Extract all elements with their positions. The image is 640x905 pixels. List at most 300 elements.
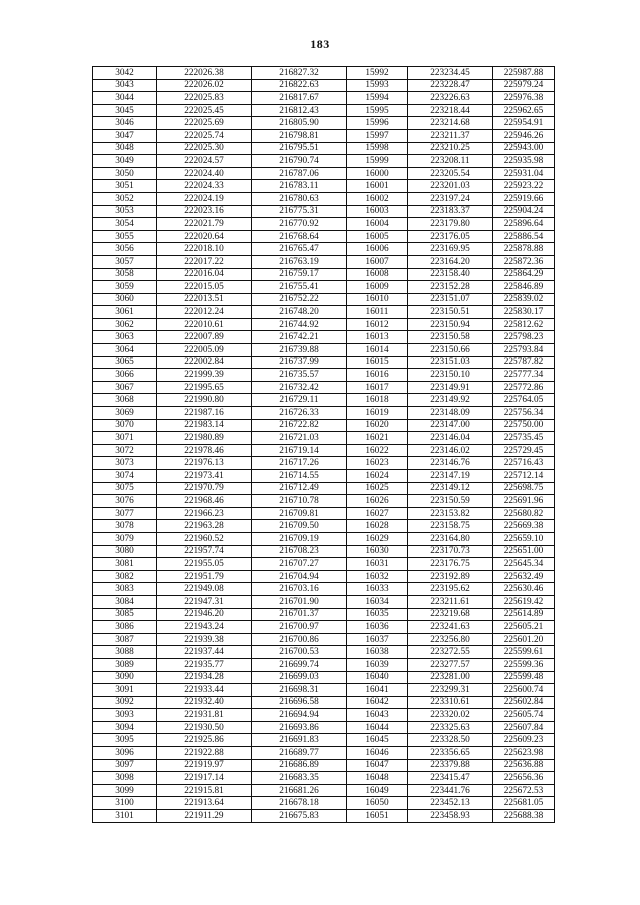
x-coordinate-b-cell: 223149.91 [408, 381, 493, 394]
coordinates-table-body [93, 67, 555, 823]
y-coordinate-a-cell: 216693.86 [252, 721, 347, 734]
y-coordinate-a-cell: 216703.16 [252, 583, 347, 596]
point-number-b-cell: 15993 [347, 79, 408, 92]
table-row [93, 192, 555, 205]
y-coordinate-b-cell: 225935.98 [493, 155, 555, 168]
table-row [93, 344, 555, 357]
table-row [93, 281, 555, 294]
x-coordinate-b-cell: 223146.04 [408, 432, 493, 445]
table-row [93, 608, 555, 621]
y-coordinate-b-cell: 225839.02 [493, 293, 555, 306]
x-coordinate-b-cell: 223149.12 [408, 482, 493, 495]
x-coordinate-a-cell: 221963.28 [157, 520, 252, 533]
point-number-a-cell: 3054 [93, 218, 157, 231]
point-number-b-cell: 16030 [347, 545, 408, 558]
point-number-a-cell: 3059 [93, 281, 157, 294]
y-coordinate-a-cell: 216812.43 [252, 104, 347, 117]
point-number-a-cell: 3087 [93, 633, 157, 646]
x-coordinate-a-cell: 221999.39 [157, 369, 252, 382]
y-coordinate-a-cell: 216700.53 [252, 646, 347, 659]
x-coordinate-b-cell: 223272.55 [408, 646, 493, 659]
x-coordinate-b-cell: 223201.03 [408, 180, 493, 193]
point-number-b-cell: 16015 [347, 356, 408, 369]
y-coordinate-a-cell: 216683.35 [252, 772, 347, 785]
x-coordinate-a-cell: 221978.46 [157, 444, 252, 457]
y-coordinate-b-cell: 225846.89 [493, 281, 555, 294]
point-number-b-cell: 16026 [347, 495, 408, 508]
y-coordinate-b-cell: 225681.05 [493, 797, 555, 810]
point-number-b-cell: 16039 [347, 658, 408, 671]
point-number-a-cell: 3061 [93, 306, 157, 319]
point-number-a-cell: 3073 [93, 457, 157, 470]
y-coordinate-b-cell: 225943.00 [493, 142, 555, 155]
point-number-b-cell: 16012 [347, 318, 408, 331]
x-coordinate-a-cell: 222024.57 [157, 155, 252, 168]
point-number-a-cell: 3082 [93, 570, 157, 583]
point-number-b-cell: 15999 [347, 155, 408, 168]
y-coordinate-a-cell: 216775.31 [252, 205, 347, 218]
x-coordinate-a-cell: 221983.14 [157, 419, 252, 432]
table-row [93, 570, 555, 583]
x-coordinate-b-cell: 223299.31 [408, 684, 493, 697]
table-row [93, 633, 555, 646]
table-row [93, 658, 555, 671]
point-number-b-cell: 16024 [347, 470, 408, 483]
x-coordinate-b-cell: 223356.65 [408, 747, 493, 760]
point-number-b-cell: 16017 [347, 381, 408, 394]
point-number-b-cell: 16040 [347, 671, 408, 684]
point-number-b-cell: 16010 [347, 293, 408, 306]
y-coordinate-b-cell: 225987.88 [493, 67, 555, 80]
x-coordinate-b-cell: 223320.02 [408, 709, 493, 722]
table-row [93, 595, 555, 608]
point-number-a-cell: 3067 [93, 381, 157, 394]
table-row [93, 784, 555, 797]
point-number-b-cell: 16043 [347, 709, 408, 722]
x-coordinate-b-cell: 223195.62 [408, 583, 493, 596]
x-coordinate-a-cell: 221946.20 [157, 608, 252, 621]
table-row [93, 684, 555, 697]
point-number-a-cell: 3065 [93, 356, 157, 369]
x-coordinate-a-cell: 221973.41 [157, 470, 252, 483]
y-coordinate-a-cell: 216752.22 [252, 293, 347, 306]
point-number-a-cell: 3094 [93, 721, 157, 734]
point-number-b-cell: 15997 [347, 129, 408, 142]
x-coordinate-b-cell: 223150.59 [408, 495, 493, 508]
y-coordinate-a-cell: 216768.64 [252, 230, 347, 243]
x-coordinate-a-cell: 221911.29 [157, 810, 252, 823]
x-coordinate-a-cell: 221955.05 [157, 558, 252, 571]
table-row [93, 306, 555, 319]
point-number-b-cell: 16044 [347, 721, 408, 734]
point-number-b-cell: 15998 [347, 142, 408, 155]
x-coordinate-b-cell: 223149.92 [408, 394, 493, 407]
point-number-b-cell: 16041 [347, 684, 408, 697]
table-row [93, 268, 555, 281]
y-coordinate-b-cell: 225623.98 [493, 747, 555, 760]
y-coordinate-b-cell: 225659.10 [493, 532, 555, 545]
point-number-b-cell: 16014 [347, 344, 408, 357]
point-number-b-cell: 16009 [347, 281, 408, 294]
y-coordinate-b-cell: 225946.26 [493, 129, 555, 142]
x-coordinate-b-cell: 223211.37 [408, 129, 493, 142]
point-number-a-cell: 3091 [93, 684, 157, 697]
x-coordinate-a-cell: 221951.79 [157, 570, 252, 583]
y-coordinate-b-cell: 225886.54 [493, 230, 555, 243]
point-number-b-cell: 16047 [347, 759, 408, 772]
point-number-a-cell: 3060 [93, 293, 157, 306]
y-coordinate-a-cell: 216707.27 [252, 558, 347, 571]
x-coordinate-a-cell: 221957.74 [157, 545, 252, 558]
table-row [93, 532, 555, 545]
x-coordinate-b-cell: 223218.44 [408, 104, 493, 117]
point-number-b-cell: 16006 [347, 243, 408, 256]
table-row [93, 419, 555, 432]
y-coordinate-b-cell: 225904.24 [493, 205, 555, 218]
y-coordinate-a-cell: 216701.37 [252, 608, 347, 621]
point-number-a-cell: 3049 [93, 155, 157, 168]
x-coordinate-a-cell: 222005.09 [157, 344, 252, 357]
point-number-b-cell: 16013 [347, 331, 408, 344]
table-row [93, 129, 555, 142]
point-number-b-cell: 16020 [347, 419, 408, 432]
point-number-a-cell: 3099 [93, 784, 157, 797]
table-row [93, 721, 555, 734]
x-coordinate-b-cell: 223226.63 [408, 92, 493, 105]
table-row [93, 797, 555, 810]
point-number-b-cell: 16023 [347, 457, 408, 470]
point-number-b-cell: 16000 [347, 167, 408, 180]
y-coordinate-a-cell: 216759.17 [252, 268, 347, 281]
x-coordinate-b-cell: 223150.10 [408, 369, 493, 382]
y-coordinate-b-cell: 225830.17 [493, 306, 555, 319]
x-coordinate-a-cell: 221917.14 [157, 772, 252, 785]
point-number-b-cell: 16001 [347, 180, 408, 193]
x-coordinate-a-cell: 221932.40 [157, 696, 252, 709]
table-row [93, 696, 555, 709]
table-row [93, 457, 555, 470]
x-coordinate-a-cell: 221930.50 [157, 721, 252, 734]
x-coordinate-b-cell: 223228.47 [408, 79, 493, 92]
point-number-b-cell: 16036 [347, 621, 408, 634]
point-number-b-cell: 16007 [347, 255, 408, 268]
point-number-a-cell: 3071 [93, 432, 157, 445]
x-coordinate-b-cell: 223208.11 [408, 155, 493, 168]
y-coordinate-a-cell: 216709.19 [252, 532, 347, 545]
x-coordinate-b-cell: 223210.25 [408, 142, 493, 155]
y-coordinate-a-cell: 216678.18 [252, 797, 347, 810]
table-row [93, 470, 555, 483]
x-coordinate-a-cell: 222024.19 [157, 192, 252, 205]
point-number-b-cell: 16038 [347, 646, 408, 659]
x-coordinate-a-cell: 222025.69 [157, 117, 252, 130]
point-number-b-cell: 16049 [347, 784, 408, 797]
table-row [93, 671, 555, 684]
y-coordinate-b-cell: 225605.21 [493, 621, 555, 634]
x-coordinate-b-cell: 223325.63 [408, 721, 493, 734]
x-coordinate-b-cell: 223148.09 [408, 407, 493, 420]
y-coordinate-b-cell: 225878.88 [493, 243, 555, 256]
x-coordinate-a-cell: 221987.16 [157, 407, 252, 420]
x-coordinate-b-cell: 223150.66 [408, 344, 493, 357]
y-coordinate-a-cell: 216719.14 [252, 444, 347, 457]
table-row [93, 92, 555, 105]
x-coordinate-a-cell: 222026.38 [157, 67, 252, 80]
point-number-a-cell: 3063 [93, 331, 157, 344]
y-coordinate-a-cell: 216770.92 [252, 218, 347, 231]
point-number-b-cell: 16019 [347, 407, 408, 420]
x-coordinate-b-cell: 223256.80 [408, 633, 493, 646]
x-coordinate-b-cell: 223183.37 [408, 205, 493, 218]
table-row [93, 117, 555, 130]
point-number-a-cell: 3043 [93, 79, 157, 92]
y-coordinate-a-cell: 216729.11 [252, 394, 347, 407]
x-coordinate-b-cell: 223151.07 [408, 293, 493, 306]
table-row [93, 142, 555, 155]
y-coordinate-a-cell: 216689.77 [252, 747, 347, 760]
y-coordinate-b-cell: 225735.45 [493, 432, 555, 445]
y-coordinate-b-cell: 225756.34 [493, 407, 555, 420]
y-coordinate-a-cell: 216765.47 [252, 243, 347, 256]
y-coordinate-b-cell: 225619.42 [493, 595, 555, 608]
y-coordinate-a-cell: 216721.03 [252, 432, 347, 445]
x-coordinate-b-cell: 223234.45 [408, 67, 493, 80]
point-number-b-cell: 16034 [347, 595, 408, 608]
table-row [93, 293, 555, 306]
point-number-a-cell: 3101 [93, 810, 157, 823]
y-coordinate-a-cell: 216817.67 [252, 92, 347, 105]
x-coordinate-b-cell: 223441.76 [408, 784, 493, 797]
table-row [93, 369, 555, 382]
y-coordinate-b-cell: 225609.23 [493, 734, 555, 747]
table-row [93, 255, 555, 268]
y-coordinate-a-cell: 216709.50 [252, 520, 347, 533]
point-number-b-cell: 16032 [347, 570, 408, 583]
point-number-b-cell: 16008 [347, 268, 408, 281]
y-coordinate-a-cell: 216686.89 [252, 759, 347, 772]
point-number-a-cell: 3074 [93, 470, 157, 483]
y-coordinate-a-cell: 216700.86 [252, 633, 347, 646]
y-coordinate-a-cell: 216699.03 [252, 671, 347, 684]
x-coordinate-a-cell: 222021.79 [157, 218, 252, 231]
y-coordinate-b-cell: 225954.91 [493, 117, 555, 130]
x-coordinate-a-cell: 222025.30 [157, 142, 252, 155]
point-number-b-cell: 15995 [347, 104, 408, 117]
table-row [93, 482, 555, 495]
point-number-a-cell: 3042 [93, 67, 157, 80]
point-number-a-cell: 3095 [93, 734, 157, 747]
table-row [93, 709, 555, 722]
y-coordinate-b-cell: 225962.65 [493, 104, 555, 117]
point-number-a-cell: 3076 [93, 495, 157, 508]
y-coordinate-a-cell: 216710.78 [252, 495, 347, 508]
x-coordinate-b-cell: 223164.20 [408, 255, 493, 268]
y-coordinate-a-cell: 216790.74 [252, 155, 347, 168]
x-coordinate-b-cell: 223211.61 [408, 595, 493, 608]
point-number-a-cell: 3057 [93, 255, 157, 268]
x-coordinate-b-cell: 223192.89 [408, 570, 493, 583]
table-row [93, 381, 555, 394]
point-number-b-cell: 15992 [347, 67, 408, 80]
point-number-a-cell: 3100 [93, 797, 157, 810]
x-coordinate-b-cell: 223277.57 [408, 658, 493, 671]
table-row [93, 545, 555, 558]
y-coordinate-a-cell: 216827.32 [252, 67, 347, 80]
point-number-a-cell: 3053 [93, 205, 157, 218]
y-coordinate-b-cell: 225599.48 [493, 671, 555, 684]
table-row [93, 583, 555, 596]
y-coordinate-a-cell: 216798.81 [252, 129, 347, 142]
point-number-b-cell: 16045 [347, 734, 408, 747]
y-coordinate-a-cell: 216783.11 [252, 180, 347, 193]
y-coordinate-b-cell: 225669.38 [493, 520, 555, 533]
point-number-a-cell: 3097 [93, 759, 157, 772]
x-coordinate-b-cell: 223146.02 [408, 444, 493, 457]
x-coordinate-a-cell: 221966.23 [157, 507, 252, 520]
table-row [93, 558, 555, 571]
x-coordinate-a-cell: 222002.84 [157, 356, 252, 369]
point-number-a-cell: 3056 [93, 243, 157, 256]
x-coordinate-b-cell: 223150.94 [408, 318, 493, 331]
x-coordinate-a-cell: 221960.52 [157, 532, 252, 545]
point-number-a-cell: 3047 [93, 129, 157, 142]
y-coordinate-a-cell: 216714.55 [252, 470, 347, 483]
x-coordinate-a-cell: 221980.89 [157, 432, 252, 445]
y-coordinate-b-cell: 225716.43 [493, 457, 555, 470]
point-number-b-cell: 16051 [347, 810, 408, 823]
y-coordinate-b-cell: 225602.84 [493, 696, 555, 709]
point-number-a-cell: 3081 [93, 558, 157, 571]
table-row [93, 507, 555, 520]
y-coordinate-b-cell: 225772.86 [493, 381, 555, 394]
y-coordinate-a-cell: 216691.83 [252, 734, 347, 747]
point-number-a-cell: 3077 [93, 507, 157, 520]
point-number-b-cell: 16021 [347, 432, 408, 445]
table-row [93, 180, 555, 193]
table-row [93, 621, 555, 634]
y-coordinate-a-cell: 216704.94 [252, 570, 347, 583]
x-coordinate-a-cell: 221990.80 [157, 394, 252, 407]
y-coordinate-b-cell: 225872.36 [493, 255, 555, 268]
point-number-a-cell: 3069 [93, 407, 157, 420]
table-row [93, 759, 555, 772]
y-coordinate-b-cell: 225672.53 [493, 784, 555, 797]
x-coordinate-b-cell: 223328.50 [408, 734, 493, 747]
y-coordinate-a-cell: 216739.88 [252, 344, 347, 357]
y-coordinate-a-cell: 216696.58 [252, 696, 347, 709]
x-coordinate-b-cell: 223150.58 [408, 331, 493, 344]
y-coordinate-a-cell: 216787.06 [252, 167, 347, 180]
point-number-b-cell: 16029 [347, 532, 408, 545]
x-coordinate-b-cell: 223169.95 [408, 243, 493, 256]
y-coordinate-b-cell: 225896.64 [493, 218, 555, 231]
y-coordinate-b-cell: 225651.00 [493, 545, 555, 558]
point-number-b-cell: 16027 [347, 507, 408, 520]
y-coordinate-b-cell: 225979.24 [493, 79, 555, 92]
y-coordinate-b-cell: 225750.00 [493, 419, 555, 432]
y-coordinate-b-cell: 225636.88 [493, 759, 555, 772]
y-coordinate-b-cell: 225729.45 [493, 444, 555, 457]
y-coordinate-b-cell: 225600.74 [493, 684, 555, 697]
point-number-b-cell: 16016 [347, 369, 408, 382]
x-coordinate-a-cell: 221968.46 [157, 495, 252, 508]
y-coordinate-b-cell: 225605.74 [493, 709, 555, 722]
page-number: 183 [310, 37, 330, 51]
x-coordinate-a-cell: 221949.08 [157, 583, 252, 596]
table-row [93, 432, 555, 445]
x-coordinate-a-cell: 221913.64 [157, 797, 252, 810]
point-number-b-cell: 16005 [347, 230, 408, 243]
point-number-a-cell: 3083 [93, 583, 157, 596]
y-coordinate-b-cell: 225931.04 [493, 167, 555, 180]
y-coordinate-a-cell: 216722.82 [252, 419, 347, 432]
point-number-a-cell: 3080 [93, 545, 157, 558]
x-coordinate-b-cell: 223152.28 [408, 281, 493, 294]
point-number-a-cell: 3062 [93, 318, 157, 331]
point-number-b-cell: 16004 [347, 218, 408, 231]
y-coordinate-a-cell: 216701.90 [252, 595, 347, 608]
table-row [93, 444, 555, 457]
y-coordinate-b-cell: 225919.66 [493, 192, 555, 205]
y-coordinate-a-cell: 216748.20 [252, 306, 347, 319]
table-row [93, 810, 555, 823]
point-number-a-cell: 3050 [93, 167, 157, 180]
y-coordinate-a-cell: 216780.63 [252, 192, 347, 205]
y-coordinate-b-cell: 225680.82 [493, 507, 555, 520]
y-coordinate-b-cell: 225712.14 [493, 470, 555, 483]
x-coordinate-b-cell: 223415.47 [408, 772, 493, 785]
y-coordinate-b-cell: 225777.34 [493, 369, 555, 382]
x-coordinate-b-cell: 223147.19 [408, 470, 493, 483]
x-coordinate-b-cell: 223458.93 [408, 810, 493, 823]
point-number-a-cell: 3088 [93, 646, 157, 659]
x-coordinate-a-cell: 222017.22 [157, 255, 252, 268]
x-coordinate-b-cell: 223452.13 [408, 797, 493, 810]
x-coordinate-b-cell: 223158.75 [408, 520, 493, 533]
point-number-b-cell: 15996 [347, 117, 408, 130]
y-coordinate-a-cell: 216717.26 [252, 457, 347, 470]
point-number-a-cell: 3078 [93, 520, 157, 533]
table-row [93, 218, 555, 231]
y-coordinate-b-cell: 225691.96 [493, 495, 555, 508]
point-number-a-cell: 3086 [93, 621, 157, 634]
x-coordinate-b-cell: 223281.00 [408, 671, 493, 684]
y-coordinate-b-cell: 225864.29 [493, 268, 555, 281]
point-number-a-cell: 3046 [93, 117, 157, 130]
y-coordinate-a-cell: 216822.63 [252, 79, 347, 92]
table-row [93, 407, 555, 420]
x-coordinate-a-cell: 222026.02 [157, 79, 252, 92]
point-number-b-cell: 16042 [347, 696, 408, 709]
point-number-a-cell: 3085 [93, 608, 157, 621]
table-row [93, 331, 555, 344]
x-coordinate-a-cell: 222013.51 [157, 293, 252, 306]
point-number-a-cell: 3072 [93, 444, 157, 457]
point-number-a-cell: 3096 [93, 747, 157, 760]
point-number-a-cell: 3052 [93, 192, 157, 205]
table-row [93, 356, 555, 369]
x-coordinate-a-cell: 222007.89 [157, 331, 252, 344]
x-coordinate-b-cell: 223214.68 [408, 117, 493, 130]
y-coordinate-b-cell: 225599.61 [493, 646, 555, 659]
x-coordinate-a-cell: 222015.05 [157, 281, 252, 294]
y-coordinate-a-cell: 216700.97 [252, 621, 347, 634]
table-row [93, 772, 555, 785]
x-coordinate-a-cell: 221933.44 [157, 684, 252, 697]
point-number-b-cell: 16033 [347, 583, 408, 596]
y-coordinate-b-cell: 225645.34 [493, 558, 555, 571]
point-number-a-cell: 3048 [93, 142, 157, 155]
